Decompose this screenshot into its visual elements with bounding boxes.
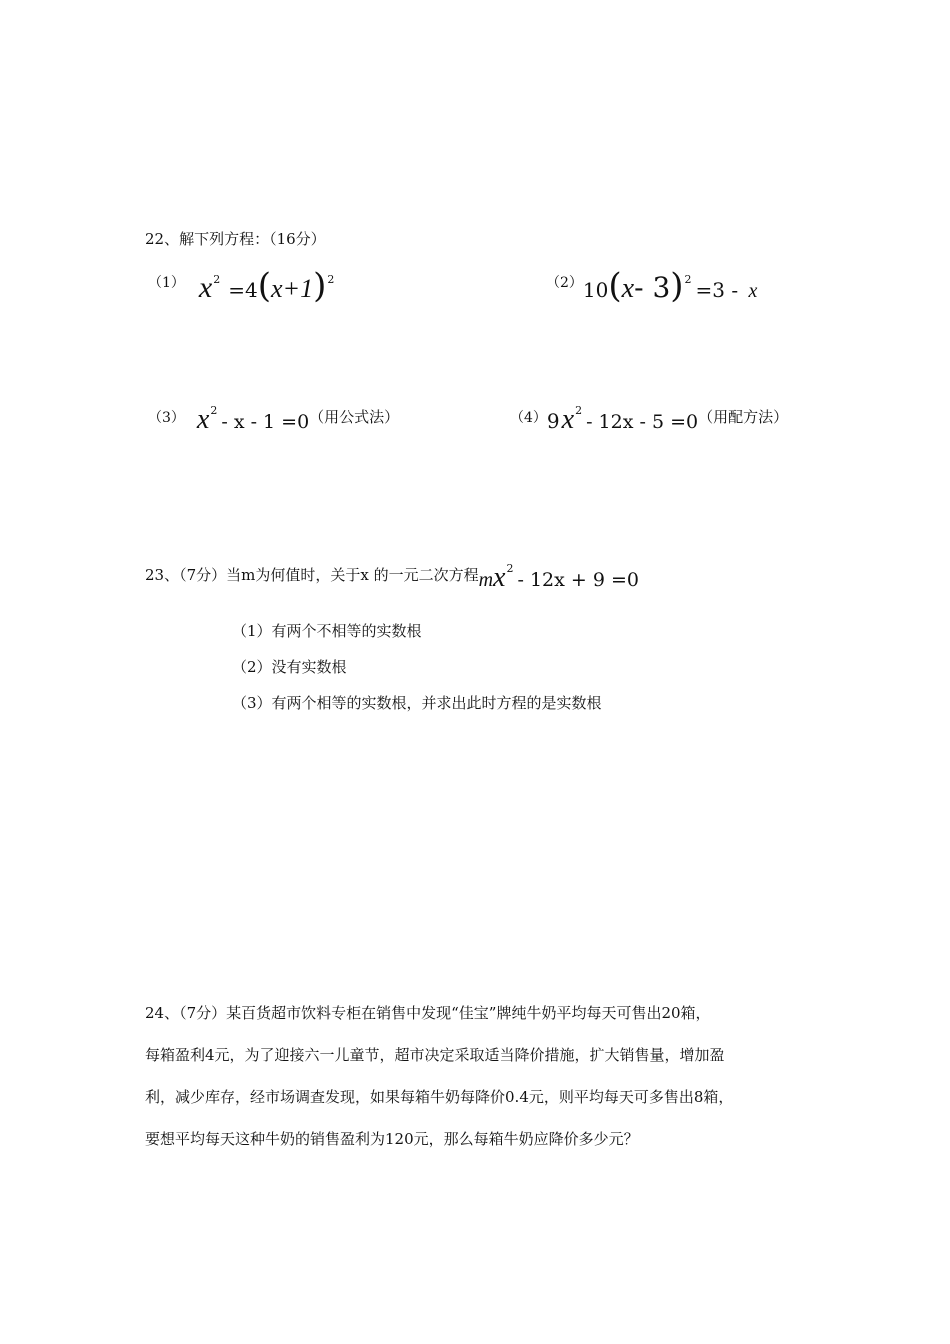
q22-part4-exp: 2: [575, 404, 583, 417]
q24-line-3: 利，减少库存，经市场调查发现，如果每箱牛奶每降价0.4元，则平均每天可多售出8箱，: [145, 1088, 734, 1106]
q23-eq-m: m: [478, 569, 494, 591]
q22-part2-lparen: (: [608, 266, 622, 306]
q22-part1-inner: x+1: [271, 274, 314, 303]
q22-part3-var: x: [196, 404, 210, 435]
q24-line-4: 要想平均每天这种牛奶的销售盈利为120元，那么每箱牛奶应降价多少元？: [145, 1130, 639, 1148]
q22-part1: [148, 266, 334, 306]
q22-part1-label: （1）: [148, 275, 185, 291]
q22-part1-lparen: (: [257, 266, 271, 306]
q22-part1-exp: 2: [213, 273, 221, 286]
q22-part3-exp: 2: [210, 404, 218, 417]
q23-eq-x: x: [493, 562, 506, 593]
q22-part3: [148, 404, 399, 436]
q22-part2-inner-var: x: [621, 273, 635, 304]
q22-part4-method: （用配方法）: [698, 408, 789, 426]
q22-part2-rhs-var: x: [748, 280, 758, 302]
q22-part2-rhs: =3 -: [695, 278, 745, 302]
q23-item-1: （1）有两个不相等的实数根: [232, 622, 422, 640]
q22-part1-rparen: ): [313, 266, 327, 306]
q23-item-2: （2）没有实数根: [232, 658, 347, 676]
q22-part2-rparen: ): [670, 266, 684, 306]
q22-part2-coef: 10: [582, 278, 609, 302]
q23-intro: 23、（7分）当m为何值时，关于x 的一元二次方程: [145, 566, 479, 584]
q22-part2-exp: 2: [684, 273, 692, 286]
q22-part3-label: （3）: [148, 410, 185, 426]
q22-part2-inner-rest: - 3: [634, 271, 671, 304]
q22-part2: [546, 266, 757, 306]
q22-part3-rest: - x - 1 =0: [221, 411, 310, 433]
q22-part4-coef: 9: [546, 409, 560, 433]
q22-part4: [510, 404, 788, 436]
q22-part3-method: （用公式法）: [309, 408, 400, 426]
q23-stem: [145, 562, 639, 594]
q24-line-1: 24、（7分）某百货超市饮料专柜在销售中发现“佳宝”牌纯牛奶平均每天可售出20箱，: [145, 1004, 711, 1022]
q22-title: 22、解下列方程：（16分）: [145, 230, 326, 248]
q23-eq-exp: 2: [506, 562, 514, 575]
q23-eq-rest: - 12x + 9 =0: [517, 569, 639, 591]
q22-part1-eq: =4: [228, 278, 258, 302]
q22-part1-var: x: [198, 271, 213, 304]
q22-part4-var: x: [561, 404, 575, 435]
q22-part4-label: （4）: [510, 410, 547, 426]
q23-item-3: （3）有两个相等的实数根，并求出此时方程的是实数根: [232, 694, 602, 712]
q22-part2-label: （2）: [546, 275, 583, 291]
q22-part1-exp2: 2: [327, 273, 335, 286]
q22-part4-rest: - 12x - 5 =0: [586, 411, 699, 433]
q24-line-2: 每箱盈利4元，为了迎接六一儿童节，超市决定采取适当降价措施，扩大销售量，增加盈: [145, 1046, 725, 1064]
